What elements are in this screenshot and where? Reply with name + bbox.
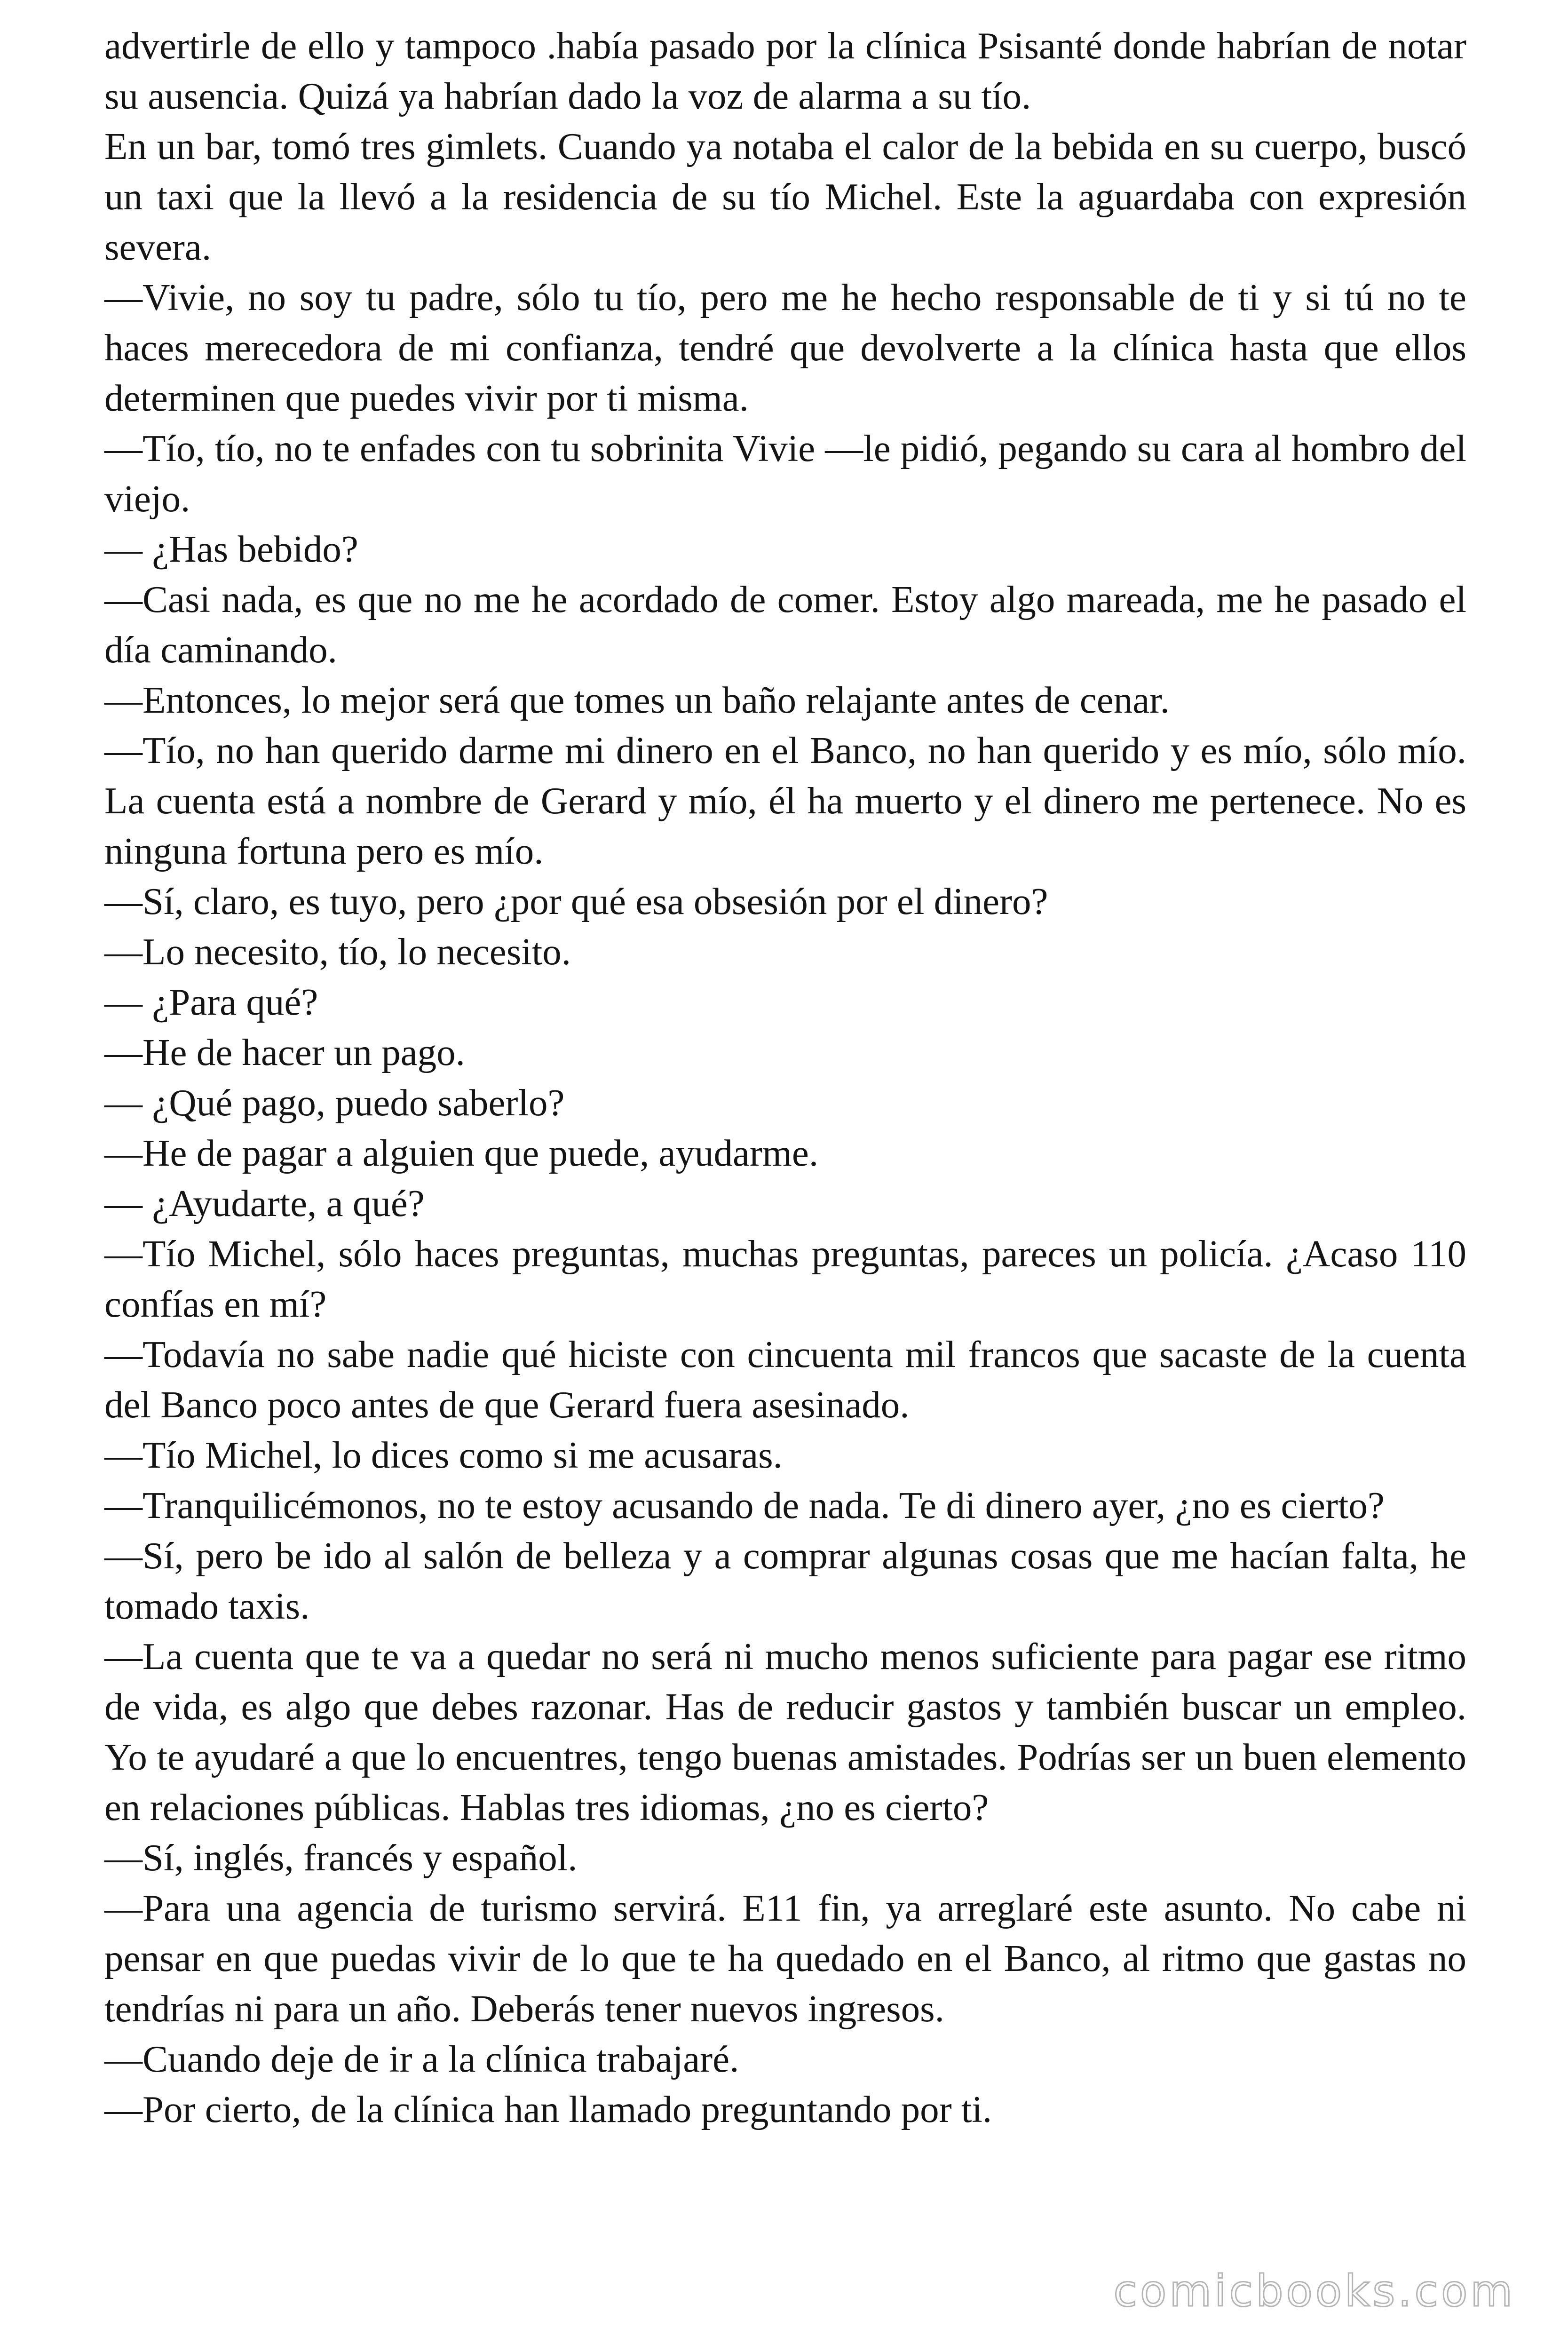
paragraph: —Todavía no sabe nadie qué hiciste con cincuenta mil francos que sacaste de la cuenta del Banco poco antes de que Gerard fuera asesinado. [104,1333,1466,1426]
paragraph: —Cuando deje de ir a la clínica trabajaré. [104,2038,739,2080]
paragraph: —Casi nada, es que no me he acordado de comer. Estoy algo mareada, me he pasado el día caminando. [104,578,1466,671]
paragraph: — ¿Has bebido? [104,528,358,570]
paragraph: —Sí, pero be ido al salón de belleza y a comprar algunas cosas que me hacían falta, he tomado taxis. [104,1534,1466,1627]
paragraph: —Entonces, lo mejor será que tomes un baño relajante antes de cenar. [104,679,1170,721]
body-text [104,21,1466,2135]
paragraph: — ¿Para qué? [104,981,318,1023]
paragraph: —Por cierto, de la clínica han llamado preguntando por ti. [104,2088,992,2130]
paragraph: — ¿Qué pago, puedo saberlo? [104,1081,565,1124]
paragraph: — ¿Ayudarte, a qué? [104,1182,425,1224]
paragraph: —He de hacer un pago. [104,1031,465,1073]
paragraph: —Sí, inglés, francés y español. [104,1836,578,1879]
page-body [104,21,1466,2241]
paragraph: —Vivie, no soy tu padre, sólo tu tío, pero me he hecho responsable de ti y si tú no te haces merecedora de mi confianza, tendré que devolverte a la clínica hasta que ellos determinen que puedes vivir por ti misma. [104,276,1466,419]
paragraph: —Lo necesito, tío, lo necesito. [104,930,571,973]
watermark: comicbooks.com [1113,2266,1515,2316]
paragraph: —La cuenta que te va a quedar no será ni mucho menos suficiente para pagar ese ritmo de vida, es algo que debes razonar. Has de reducir gastos y también buscar un empleo. Yo te ayudaré a que lo encuentres, tengo buenas amistades. Podrías ser un buen elemento en relaciones públicas. Hablas tres idiomas, ¿no es cierto? [104,1635,1466,1828]
paragraph: —Tío, no han querido darme mi dinero en el Banco, no han querido y es mío, sólo mío. La cuenta está a nombre de Gerard y mío, él ha muerto y el dinero me pertenece. No es ninguna fortuna pero es mío. [104,729,1466,872]
paragraph: advertirle de ello y tampoco .había pasado por la clínica Psisanté donde habrían de notar su ausencia. Quizá ya habrían dado la voz de alarma a su tío. [104,24,1466,117]
paragraph: —Para una agencia de turismo servirá. E11 fin, ya arreglaré este asunto. No cabe ni pensar en que puedas vivir de lo que te ha quedado en el Banco, al ritmo que gastas no tendrías ni para un año. Deberás tener nuevos ingresos. [104,1887,1466,2030]
paragraph: —Tío Michel, lo dices como si me acusaras. [104,1434,783,1476]
paragraph: En un bar, tomó tres gimlets. Cuando ya notaba el calor de la bebida en su cuerpo, buscó un taxi que la llevó a la residencia de su tío Michel. Este la aguardaba con expresión severa. [104,125,1466,268]
paragraph: —Tranquilicémonos, no te estoy acusando de nada. Te di dinero ayer, ¿no es cierto? [104,1484,1385,1526]
paragraph: —He de pagar a alguien que puede, ayudarme. [104,1132,819,1174]
paragraph: —Sí, claro, es tuyo, pero ¿por qué esa obsesión por el dinero? [104,880,1048,922]
paragraph: —Tío, tío, no te enfades con tu sobrinita Vivie —le pidió, pegando su cara al hombro del viejo. [104,427,1466,520]
paragraph: —Tío Michel, sólo haces preguntas, muchas preguntas, pareces un policía. ¿Acaso 110 confías en mí? [104,1232,1466,1325]
